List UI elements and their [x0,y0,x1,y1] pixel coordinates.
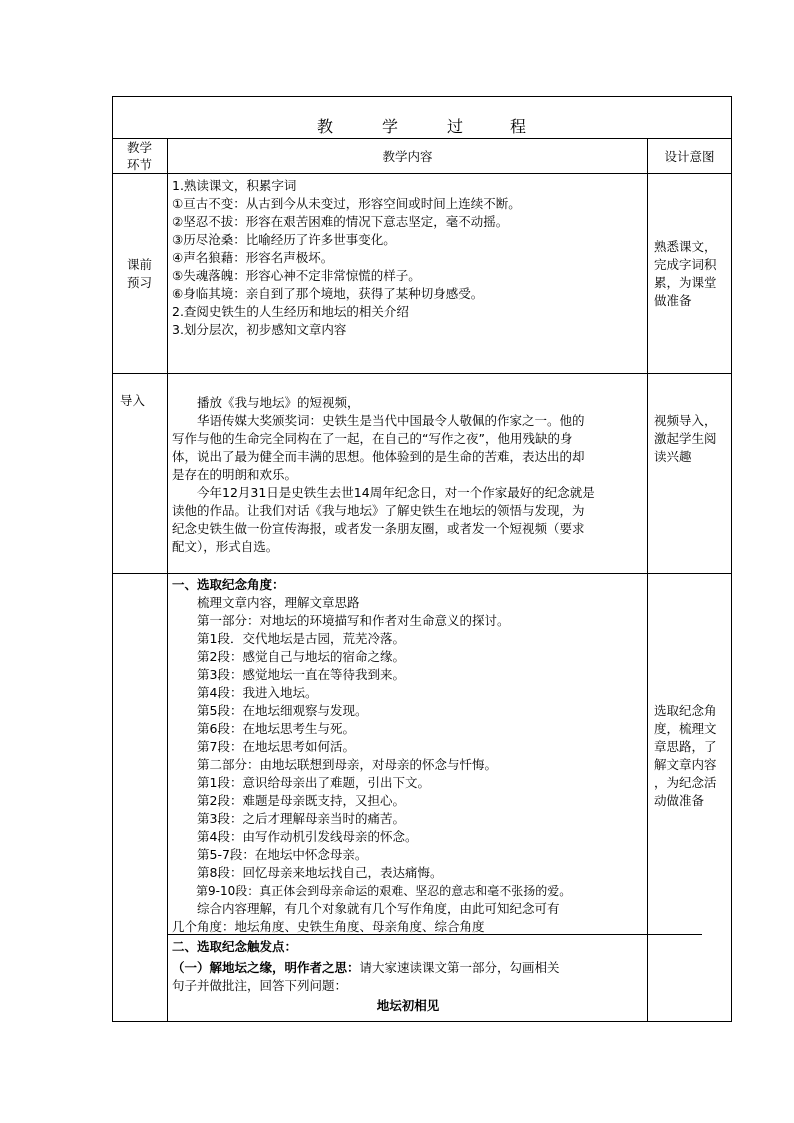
row-divider [112,573,732,574]
stage-label-intro: 导入 [120,393,146,408]
main-content [172,576,644,936]
main-intent: 选取纪念角 度，梳理文 章思路，了 解文章内容 ，为纪念活 动做准备 [654,703,717,808]
text-line: 第5段：在地坛细观察与发现。 [197,703,368,718]
header-content: 教学内容 [382,149,433,164]
text-line: 华语传媒大奖颁奖词：史铁生是当代中国最令人敬佩的作家之一。他的 [197,413,585,428]
col-divider [167,138,168,1022]
table-border-left [112,96,113,1022]
text-line: ④声名狼藉：形容名声极坏。 [172,250,334,265]
text-line: 综合内容理解，有几个对象就有几个写作角度，由此可知纪念可有 [197,901,560,916]
text-line: 第1段．交代地坛是古园，荒芜冷落。 [197,631,405,646]
title-char: 教 [317,117,334,136]
intro-intent: 视频导入， 激起学生阅 读兴趣 [654,413,717,464]
subsection-text: 请大家速读课文第一部分，勾画相关 [359,960,560,975]
text-line: 第1段：意识给母亲出了难题，引出下文。 [197,775,430,790]
text-line: 第3段：感觉地坛一直在等待我到来。 [197,667,405,682]
text-line [172,959,644,977]
last-content [172,938,644,1015]
text-line: 第3段：之后才理解母亲当时的痛苦。 [197,811,405,826]
text-line: ③历尽沧桑：比喻经历了许多世事变化。 [172,232,396,247]
table-border-right [731,96,732,1022]
text-line: 纪念史铁生做一份宣传海报，或者发一条朋友圈，或者发一个短视频（要求 [172,521,585,536]
stage-label-prep: 课前 预习 [126,257,152,290]
text-line: 第二部分：由地坛联想到母亲，对母亲的怀念与忏悔。 [197,757,498,772]
text-line: 几个角度：地坛角度、史铁生角度、母亲角度、综合角度 [172,919,485,934]
text-line: 今年12月31日是史铁生去世14周年纪念日，对一个作家最好的纪念就是 [197,485,595,500]
text-line: 播放《我与地坛》的短视频， [197,395,360,410]
prep-content [172,177,644,339]
title-char: 学 [382,117,399,136]
text-line: 第4段：我进入地坛。 [197,685,318,700]
section-heading: 二、选取纪念触发点： [172,939,298,954]
text-line: 第5-7段：在地坛中怀念母亲。 [197,847,368,862]
header-intent: 设计意图 [664,149,715,164]
text-line: 第2段：难题是母亲既支持，又担心。 [197,793,405,808]
text-line: 第6段：在地坛思考生与死。 [197,721,355,736]
text-line: 读他的作品。让我们对话《我与地坛》了解史铁生在地坛的领悟与发现，为 [172,503,585,518]
text-line: 是存在的明朗和欢乐。 [172,467,298,482]
text-line: 配文），形式自选。 [172,539,279,554]
subsection-heading: （一）解地坛之缘，明作者之思： [172,960,360,975]
intro-content [172,394,644,556]
text-line: 第8段：回忆母亲来地坛找自己，表达痛悔。 [197,865,443,880]
header-stage: 教学 环节 [126,140,152,172]
row-divider [112,138,732,139]
text-line: 第4段：由写作动机引发线母亲的怀念。 [197,829,418,844]
title-char: 过 [447,117,464,136]
text-line: 第2段：感觉自己与地坛的宿命之缘。 [197,649,405,664]
text-line: ②坚忍不拔：形容在艰苦困难的情况下意志坚定，毫不动摇。 [172,214,509,229]
prep-intent: 熟悉课文， 完成字词积 累，为课堂 做准备 [654,239,717,308]
text-line: ⑤失魂落魄：形容心神不定非常惊慌的样子。 [172,268,421,283]
table-border-bottom [112,1021,732,1022]
lesson-table [112,96,732,1022]
text-line: ①亘古不变：从古到今从未变过，形容空间或时间上连续不断。 [172,196,521,211]
section-heading: 一、选取纪念角度： [172,577,285,592]
title-char: 程 [510,117,527,136]
text-line: 体，说出了最为健全而丰满的思想。他体验到的是生命的苦难，表达出的却 [172,449,585,464]
text-line: 梳理文章内容，理解文章思路 [197,595,360,610]
text-line: 3.划分层次，初步感知文章内容 [172,322,347,337]
col-divider [647,138,648,1022]
text-line: 第7段：在地坛思考如何活。 [197,739,355,754]
text-line: ⑥身临其境：亲自到了那个境地，获得了某种切身感受。 [172,286,484,301]
text-line: 句子并做批注，回答下列问题： [172,978,348,993]
row-divider [112,373,732,374]
text-line: 1.熟读课文，积累字词 [172,178,297,193]
text-line: 第9-10段：真正体会到母亲命运的艰难、坚忍的意志和毫不张扬的爱。 [196,884,572,898]
centered-heading: 地坛初相见 [376,998,440,1013]
text-line: 第一部分：对地坛的环境描写和作者对生命意义的探讨。 [197,613,510,628]
row-divider [112,173,732,174]
text-line: 写作与他的生命完全同构在了一起，在自己的“写作之夜”，他用残缺的身 [172,431,573,446]
table-border-top [112,96,732,97]
text-line: 2.查阅史铁生的人生经历和地坛的相关介绍 [172,304,409,319]
